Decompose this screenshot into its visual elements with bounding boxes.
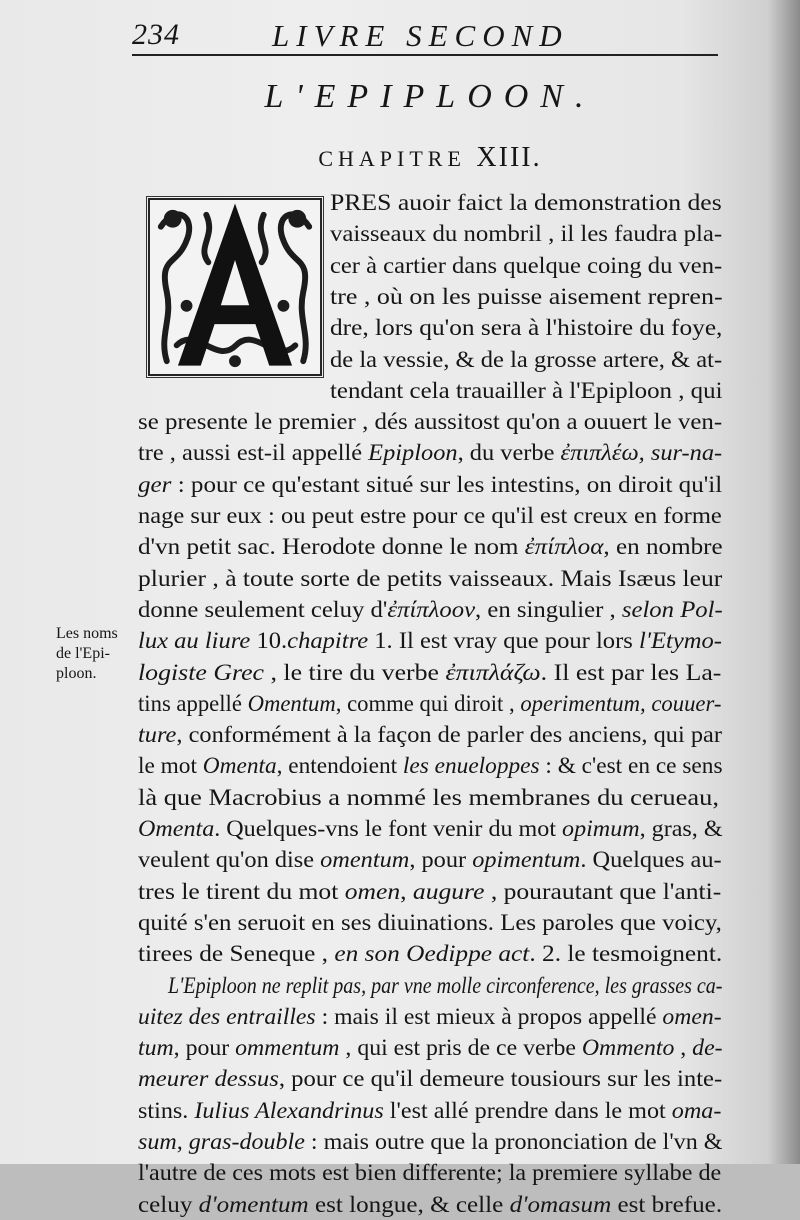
roman-text: celuy	[138, 1191, 199, 1217]
text-line	[138, 1033, 723, 1063]
italic-text: opimum	[562, 816, 640, 841]
italic-text: uitez des entrailles	[138, 1003, 316, 1029]
roman-text: ,	[400, 878, 413, 904]
text-line	[138, 877, 721, 907]
roman-text: de la vessie, & de la grosse artere, & at-	[330, 346, 723, 372]
roman-text: , pourautant que l'anti-	[484, 878, 722, 904]
italic-text: omen	[344, 878, 401, 904]
italic-text: en son Oedippe act	[334, 941, 530, 967]
italic-text: logiste Grec	[138, 659, 265, 685]
roman-text: veulent qu'on dise	[138, 847, 321, 873]
text-line	[138, 1064, 722, 1094]
roman-text: tre , où on les puisse aisement repren-	[330, 283, 723, 309]
roman-text: , pour	[173, 1035, 236, 1061]
text-line	[138, 939, 722, 969]
text-line	[138, 689, 721, 719]
text-line	[330, 345, 722, 375]
roman-text: nage sur eux : ou peut estre pour ce qu'il est creux en forme	[138, 503, 722, 528]
text-line	[138, 1158, 721, 1188]
roman-text: , pour	[409, 847, 473, 873]
roman-text: ,	[674, 1035, 693, 1061]
chapter-heading	[0, 142, 800, 174]
roman-text: , pour ce qu'il demeure tousiours sur les inte-	[278, 1066, 723, 1092]
running-head	[132, 14, 718, 56]
text-line	[138, 1002, 722, 1032]
text-line	[138, 470, 722, 500]
roman-text: , du verbe	[457, 440, 561, 466]
roman-text: est longue, & celle	[308, 1191, 510, 1217]
text-line	[138, 845, 722, 875]
roman-text: 10.	[250, 628, 288, 654]
roman-text: . Il est par les La-	[540, 659, 722, 685]
text-line	[138, 438, 722, 468]
roman-text: , en singulier ,	[475, 596, 622, 622]
roman-text: . Quelques au-	[580, 847, 722, 873]
margin-note-line: ploon.	[56, 665, 97, 682]
margin-note	[56, 624, 128, 684]
page-number: 234	[132, 18, 180, 51]
text-line	[138, 814, 723, 844]
italic-text: augure	[412, 878, 485, 904]
roman-text: se presente le premier , dés aussitost qu'on a ouuert le ven-	[138, 409, 723, 435]
roman-text: là que Macrobius a nommé les membranes du cerueau,	[138, 784, 719, 810]
roman-text: PRES auoir faict la demonstration des	[330, 190, 722, 215]
roman-text: cer à cartier dans quelque coing du ven-	[330, 252, 723, 278]
margin-note-line: de l'Epi-	[56, 645, 110, 662]
italic-text: sum, gras-double	[138, 1129, 305, 1154]
text-line	[138, 720, 722, 750]
roman-text: : mais il est mieux à propos appellé	[315, 1003, 663, 1029]
ornamental-initial-graphic	[147, 197, 323, 377]
section-title: L'EPIPLOON.	[264, 78, 596, 115]
roman-text: , entendoient	[276, 753, 403, 779]
text-line	[330, 313, 722, 343]
italic-text: meurer dessus	[138, 1066, 279, 1092]
italic-text: d'omasum	[509, 1191, 612, 1217]
roman-text: est brefue.	[611, 1191, 723, 1217]
roman-text: tre , aussi est-il appellé	[138, 440, 369, 466]
text-line	[138, 658, 721, 688]
text-line	[330, 219, 722, 249]
roman-text: dre, lors qu'on sera à l'histoire du foye,	[330, 315, 723, 341]
italic-text: Epiploon	[368, 440, 458, 466]
roman-text: le mot	[138, 753, 203, 779]
italic-text: Omentum	[247, 690, 336, 716]
roman-text: . Quelques-vns le font venir du mot	[214, 816, 563, 841]
roman-text: tres le tirent du mot	[138, 878, 345, 904]
italic-text: ἐπίπλοα	[524, 534, 604, 560]
roman-text: vaisseaux du nombril , il les faudra pla-	[330, 221, 723, 247]
book-title: LIVRE SECOND	[272, 18, 569, 53]
text-line	[138, 1096, 721, 1126]
roman-text: , qui est pris de ce verbe	[339, 1035, 582, 1061]
text-line	[330, 251, 722, 281]
roman-text: : mais outre que la prononciation de l'vn &	[304, 1129, 723, 1154]
roman-text: quité s'en seruoit en ses diuinations. Les paroles que voicy,	[138, 909, 722, 935]
italic-text: lux au liure	[138, 628, 251, 654]
roman-text: , en nombre	[603, 534, 723, 560]
ornamental-initial	[146, 196, 324, 378]
chapter-label: CHAPITRE	[318, 146, 466, 171]
text-line	[138, 501, 722, 531]
roman-text: tendant cela trauailler à l'Epiploon , qui	[330, 377, 723, 403]
roman-text: tins appellé	[138, 690, 248, 716]
text-line	[138, 1190, 722, 1220]
chapter-number: XIII.	[476, 142, 542, 173]
italic-text: ἐπιπλάζω	[445, 659, 541, 685]
italic-text: de-	[692, 1035, 723, 1061]
roman-text: : pour ce qu'estant situé sur les intestins, on diroit qu'il	[171, 471, 723, 497]
roman-text: donne seulement celuy d'	[138, 596, 388, 622]
roman-text: , le tire du verbe	[264, 659, 446, 685]
italic-text: Iulius Alexandrinus	[194, 1097, 384, 1123]
roman-text: , comme qui diroit ,	[335, 690, 521, 716]
roman-text: l'est allé prendre dans le mot	[383, 1097, 672, 1123]
italic-text: Omenta	[138, 816, 215, 841]
roman-text: : & c'est en ce sens	[539, 753, 723, 779]
italic-text: oma-	[671, 1097, 722, 1123]
roman-text: l'autre de ces mots est bien differente; la premiere syllabe de	[138, 1160, 722, 1186]
roman-text: tirees de Seneque ,	[138, 941, 335, 967]
italic-text: opimentum	[472, 847, 581, 873]
roman-text: , gras, &	[639, 816, 723, 841]
text-line	[138, 1127, 722, 1157]
roman-text: stins.	[138, 1097, 195, 1123]
text-line	[330, 282, 723, 312]
roman-text: plurier , à toute sorte de petits vaisseaux. Mais Isæus leur	[138, 565, 723, 591]
text-line	[138, 595, 723, 625]
italic-text: L'Epiploon ne replit pas, par vne molle circonference, les grasses ca-	[168, 972, 723, 998]
text-line	[330, 376, 723, 406]
italic-text: tum	[138, 1035, 174, 1061]
roman-text: 1. Il est vray que pour lors	[368, 628, 639, 654]
text-line	[138, 783, 719, 813]
italic-text: d'omentum	[198, 1191, 309, 1217]
italic-text: Ommento	[581, 1035, 675, 1061]
italic-text: chapitre	[287, 628, 369, 654]
roman-text: . 2. le tesmoignent.	[529, 941, 723, 967]
margin-note-line: Les noms	[56, 625, 118, 642]
italic-text: ἐπίπλοον	[387, 596, 476, 622]
italic-text: ger	[138, 471, 172, 497]
italic-text: omen-	[662, 1003, 722, 1029]
text-line	[138, 626, 722, 656]
text-line	[138, 407, 722, 437]
italic-text: ommentum	[235, 1035, 340, 1061]
italic-text: selon Pol-	[621, 596, 723, 622]
text-line	[330, 188, 722, 218]
roman-text: , conformément à la façon de parler des anciens, qui par	[176, 722, 722, 748]
text-line	[168, 971, 722, 1001]
roman-text: d'vn petit sac. Herodote donne le nom	[138, 534, 525, 560]
text-line	[138, 908, 722, 938]
italic-text: l'Etymo-	[638, 628, 722, 654]
italic-text: Omenta	[202, 753, 277, 779]
italic-text: omentum	[320, 847, 410, 873]
text-line	[138, 751, 723, 781]
text-line	[138, 564, 722, 594]
text-line	[138, 532, 723, 562]
italic-text: operimentum, couuer-	[520, 690, 722, 716]
italic-text: les enueloppes	[402, 753, 540, 779]
italic-text: ture	[138, 722, 177, 748]
italic-text: ἐπιπλέω, sur-na-	[560, 440, 723, 466]
